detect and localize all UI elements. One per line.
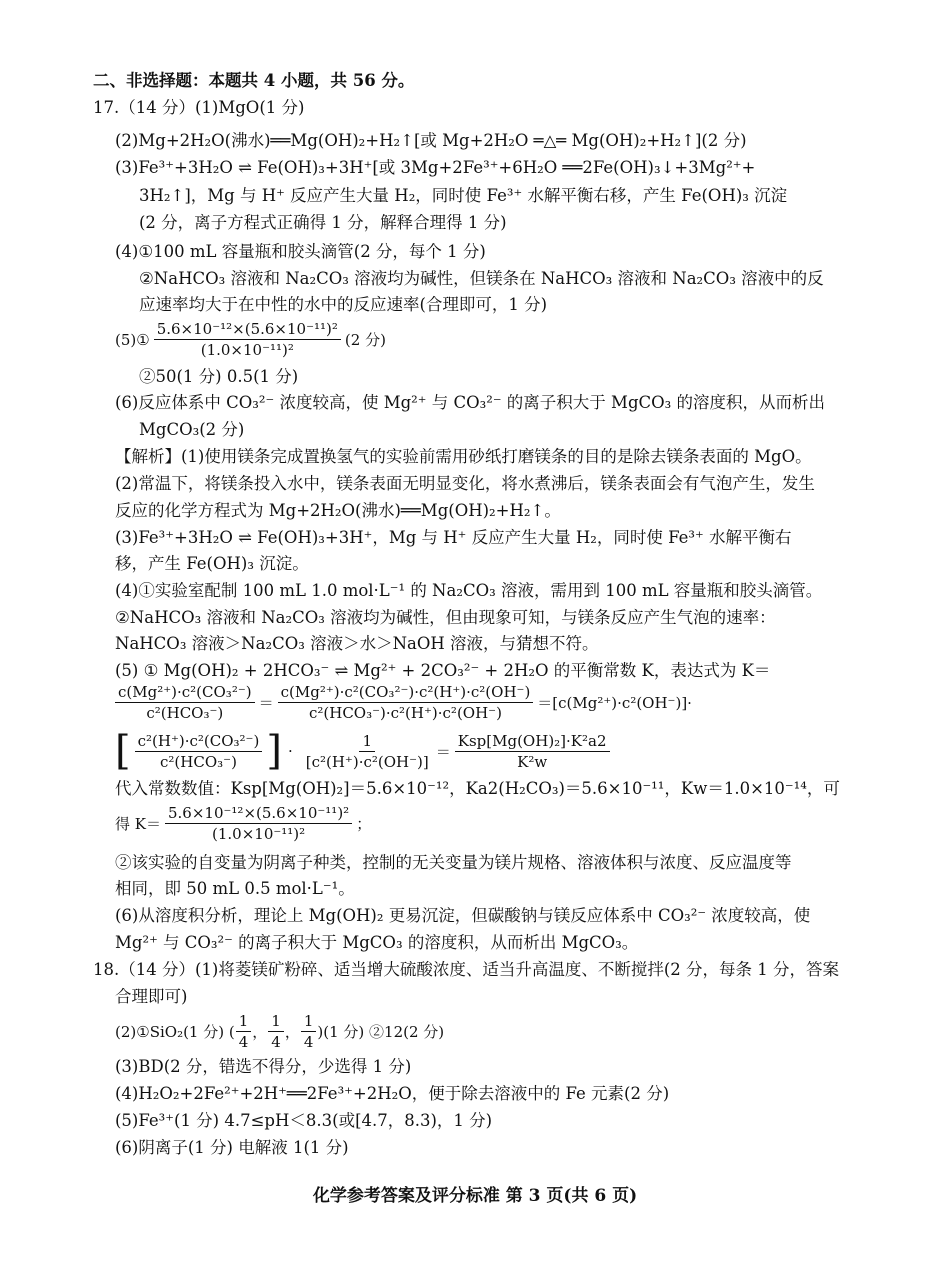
fraction: [154, 320, 341, 359]
q17-title: 17.（14 分）(1)MgO(1 分): [93, 98, 305, 117]
fraction-numerator: 5.6×10⁻¹²×(5.6×10⁻¹¹)²: [165, 804, 352, 824]
q17-5-answer-1: [115, 320, 386, 359]
analysis-2-line2: 反应的化学方程式为 Mg+2H₂O(沸水)══Mg(OH)₂+H₂↑。: [115, 501, 561, 520]
fraction-numerator: c²(H⁺)·c²(CO₃²⁻): [135, 732, 263, 752]
comma: ，: [284, 1023, 300, 1041]
analysis-5-line1: (5) ① Mg(OH)₂ + 2HCO₃⁻ ⇌ Mg²⁺ + 2CO₃²⁻ + 2H₂O 的平衡常数 K，表达式为 K＝: [115, 661, 771, 680]
answer-text: (2)①SiO₂(1 分) (: [115, 1023, 235, 1041]
fraction-denominator: (1.0×10⁻¹¹)²: [212, 825, 306, 843]
fraction-denominator: c²(HCO₃⁻): [146, 704, 224, 722]
q18-3-answer: (3)BD(2 分，错选不得分，少选得 1 分): [115, 1057, 412, 1076]
q17-4-answer-2-line1: ②NaHCO₃ 溶液和 Na₂CO₃ 溶液均为碱性，但镁条在 NaHCO₃ 溶液和 Na₂CO₃ 溶液中的反: [139, 269, 824, 288]
analysis-6-line2: Mg²⁺ 与 CO₃²⁻ 的离子积大于 MgCO₃ 的溶度积，从而析出 MgCO₃。: [115, 933, 639, 952]
fraction-denominator: c²(HCO₃⁻)·c²(H⁺)·c²(OH⁻): [308, 704, 502, 722]
dot-operator: ·: [287, 742, 293, 760]
q18-5-answer: (5)Fe³⁺(1 分) 4.7≤pH＜8.3(或[4.7，8.3)，1 分): [115, 1111, 493, 1130]
fraction: [455, 732, 610, 771]
fraction-numerator: 1: [268, 1012, 284, 1032]
page-footer: 化学参考答案及评分标准 第 3 页(共 6 页): [312, 1186, 638, 1206]
analysis-5-2-line1: ②该实验的自变量为阴离子种类，控制的无关变量为镁片规格、溶液体积与浓度、反应温度等: [115, 853, 792, 872]
q18-4-answer: (4)H₂O₂+2Fe²⁺+2H⁺══2Fe³⁺+2H₂O，便于除去溶液中的 Fe 元素(2 分): [115, 1084, 670, 1103]
analysis-4-2-line1: ②NaHCO₃ 溶液和 Na₂CO₃ 溶液均为碱性，但由现象可知，与镁条反应产生气泡的速率：: [115, 608, 776, 627]
equals-sign: ＝: [258, 694, 274, 712]
fraction: [303, 732, 432, 771]
fraction: [135, 732, 263, 771]
fraction: [115, 683, 255, 722]
eq-prefix: 得 K＝: [115, 815, 161, 833]
constants-line: 代入常数数值：Ksp[Mg(OH)₂]＝5.6×10⁻¹²，Ka2(H₂CO₃)＝5.6×10⁻¹¹，Kw＝1.0×10⁻¹⁴，可: [115, 779, 840, 798]
q17-3-answer-line3: (2 分，离子方程式正确得 1 分，解释合理得 1 分): [139, 213, 507, 232]
fraction-numerator: 1: [301, 1012, 317, 1032]
fraction-denominator: (1.0×10⁻¹¹)²: [200, 341, 294, 359]
fraction: [278, 683, 534, 722]
q17-4-answer-2-line2: 应速率均大于在中性的水中的反应速率(合理即可，1 分): [139, 295, 548, 314]
fraction-one-quarter: [268, 1012, 284, 1051]
q18-6-answer: (6)阴离子(1 分) 电解液 1(1 分): [115, 1138, 349, 1157]
analysis-1: 【解析】(1)使用镁条完成置换氢气的实验前需用砂纸打磨镁条的目的是除去镁条表面的 MgO。: [115, 447, 812, 466]
fraction-numerator: c(Mg²⁺)·c²(CO₃²⁻): [115, 683, 255, 703]
q17-6-answer-line1: (6)反应体系中 CO₃²⁻ 浓度较高，使 Mg²⁺ 与 CO₃²⁻ 的离子积大于 MgCO₃ 的溶度积，从而析出: [115, 393, 826, 412]
analysis-6-line1: (6)从溶度积分析，理论上 Mg(OH)₂ 更易沉淀，但碳酸钠与镁反应体系中 CO₃²⁻ 浓度较高，使: [115, 906, 811, 925]
eq-suffix: ；: [356, 815, 372, 833]
q17-3-answer-line2: 3H₂↑]，Mg 与 H⁺ 反应产生大量 H₂，同时使 Fe³⁺ 水解平衡右移，产生 Fe(OH)₃ 沉淀: [139, 186, 788, 205]
analysis-5-2-line2: 相同，即 50 mL 0.5 mol·L⁻¹。: [115, 879, 355, 898]
fraction-denominator: 4: [271, 1033, 281, 1051]
q17-4-answer-1: (4)①100 mL 容量瓶和胶头滴管(2 分，每个 1 分): [115, 242, 486, 261]
q17-2-answer: (2)Mg+2H₂O(沸水)══Mg(OH)₂+H₂↑[或 Mg+2H₂O ═△═ Mg(OH)₂+H₂↑](2 分): [115, 131, 747, 150]
fraction: [165, 804, 352, 843]
right-bracket: ]: [266, 728, 282, 774]
fraction-numerator: 1: [359, 732, 375, 752]
analysis-4-2-line2: NaHCO₃ 溶液＞Na₂CO₃ 溶液＞水＞NaOH 溶液，与猜想不符。: [115, 634, 599, 653]
fraction-denominator: 4: [238, 1033, 249, 1051]
q17-3-answer-line1: (3)Fe³⁺+3H₂O ⇌ Fe(OH)₃+3H⁺[或 3Mg+2Fe³⁺+6H₂O ══2Fe(OH)₃↓+3Mg²⁺+: [115, 158, 756, 177]
fraction-numerator: 1: [236, 1012, 252, 1032]
expression-tail: ＝[c(Mg²⁺)·c²(OH⁻)]·: [537, 694, 692, 712]
analysis-4-1: (4)①实验室配制 100 mL 1.0 mol·L⁻¹ 的 Na₂CO₃ 溶液，需用到 100 mL 容量瓶和胶头滴管。: [115, 581, 823, 600]
k-expression-row2: [115, 728, 614, 774]
answer-text: )(1 分) ②12(2 分): [317, 1023, 445, 1041]
fraction-one-quarter: [301, 1012, 317, 1051]
fraction-numerator: 5.6×10⁻¹²×(5.6×10⁻¹¹)²: [154, 320, 341, 340]
eq-prefix: (5)①: [115, 330, 150, 349]
equals-sign: ＝: [435, 742, 451, 761]
q17-6-answer-line2: MgCO₃(2 分): [139, 420, 245, 439]
analysis-2-line1: (2)常温下，将镁条投入水中，镁条表面无明显变化，将水煮沸后，镁条表面会有气泡产生，发生: [115, 474, 815, 493]
comma: ，: [252, 1023, 268, 1041]
fraction-one-quarter: [236, 1012, 252, 1051]
fraction-numerator: Ksp[Mg(OH)₂]·K²a2: [455, 732, 610, 752]
left-bracket: [: [115, 728, 131, 774]
section-heading: 二、非选择题：本题共 4 小题，共 56 分。: [93, 71, 415, 90]
analysis-3-line2: 移，产生 Fe(OH)₃ 沉淀。: [115, 554, 309, 573]
analysis-3-line1: (3)Fe³⁺+3H₂O ⇌ Fe(OH)₃+3H⁺，Mg 与 H⁺ 反应产生大量 H₂，同时使 Fe³⁺ 水解平衡右: [115, 528, 792, 547]
fraction-denominator: 4: [303, 1033, 314, 1051]
k-expression-row1: [115, 683, 692, 722]
fraction-denominator: K²w: [517, 752, 548, 771]
q18-1-answer-line1: 18.（14 分）(1)将菱镁矿粉碎、适当增大硫酸浓度、适当升高温度、不断搅拌(2 分，每条 1 分，答案: [93, 960, 840, 979]
fraction-denominator: [c²(H⁺)·c²(OH⁻)]: [305, 752, 429, 771]
eq-suffix: (2 分): [344, 331, 386, 349]
fraction-denominator: c²(HCO₃⁻): [160, 752, 237, 771]
q18-2-answer: [115, 1012, 444, 1051]
q18-1-answer-line2: 合理即可): [115, 987, 188, 1006]
q17-5-answer-2: ②50(1 分) 0.5(1 分): [139, 367, 299, 386]
k-value: [115, 804, 371, 843]
fraction-numerator: c(Mg²⁺)·c²(CO₃²⁻)·c²(H⁺)·c²(OH⁻): [278, 683, 534, 703]
